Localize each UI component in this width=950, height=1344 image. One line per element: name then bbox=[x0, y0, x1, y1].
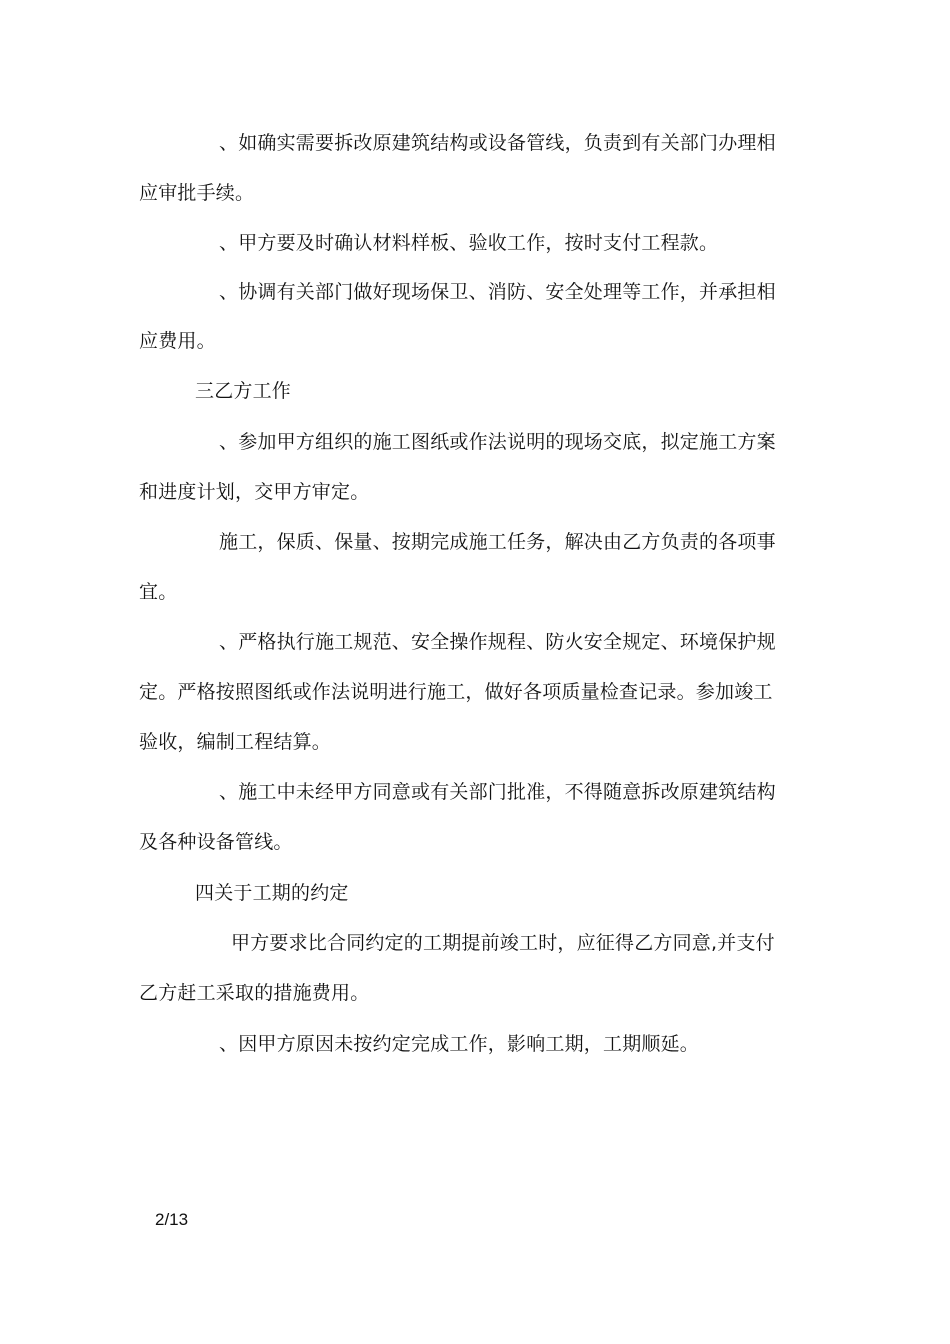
text-line: 、参加甲方组织的施工图纸或作法说明的现场交底，拟定施工方案 bbox=[219, 431, 776, 453]
text-line: 、严格执行施工规范、安全操作规程、防火安全规定、环境保护规 bbox=[219, 631, 776, 653]
text-line: 甲方要求比合同约定的工期提前竣工时，应征得乙方同意,并支付 bbox=[231, 932, 775, 954]
section-heading: 三乙方工作 bbox=[195, 380, 292, 402]
text-line: 、因甲方原因未按约定完成工作，影响工期，工期顺延。 bbox=[219, 1033, 700, 1055]
text-line: 宜。 bbox=[139, 581, 178, 603]
page-number: 2/13 bbox=[155, 1210, 189, 1229]
text-line: 、协调有关部门做好现场保卫、消防、安全处理等工作，并承担相 bbox=[219, 281, 776, 303]
text-line: 应审批手续。 bbox=[139, 182, 255, 204]
text-line: 和进度计划，交甲方审定。 bbox=[139, 481, 370, 503]
text-line: 、如确实需要拆改原建筑结构或设备管线，负责到有关部门办理相 bbox=[219, 132, 776, 154]
text-line: 施工，保质、保量、按期完成施工任务，解决由乙方负责的各项事 bbox=[219, 531, 776, 553]
text-line: 定。严格按照图纸或作法说明进行施工，做好各项质量检查记录。参加竣工 bbox=[139, 681, 773, 703]
text-line: 及各种设备管线。 bbox=[139, 831, 293, 853]
text-line: 、施工中未经甲方同意或有关部门批准，不得随意拆改原建筑结构 bbox=[219, 781, 776, 803]
text-line: 验收，编制工程结算。 bbox=[139, 731, 332, 753]
text-line: 、甲方要及时确认材料样板、验收工作，按时支付工程款。 bbox=[219, 232, 719, 254]
section-heading: 四关于工期的约定 bbox=[195, 882, 349, 904]
text-line: 乙方赶工采取的措施费用。 bbox=[139, 982, 370, 1004]
text-line: 应费用。 bbox=[139, 330, 216, 352]
